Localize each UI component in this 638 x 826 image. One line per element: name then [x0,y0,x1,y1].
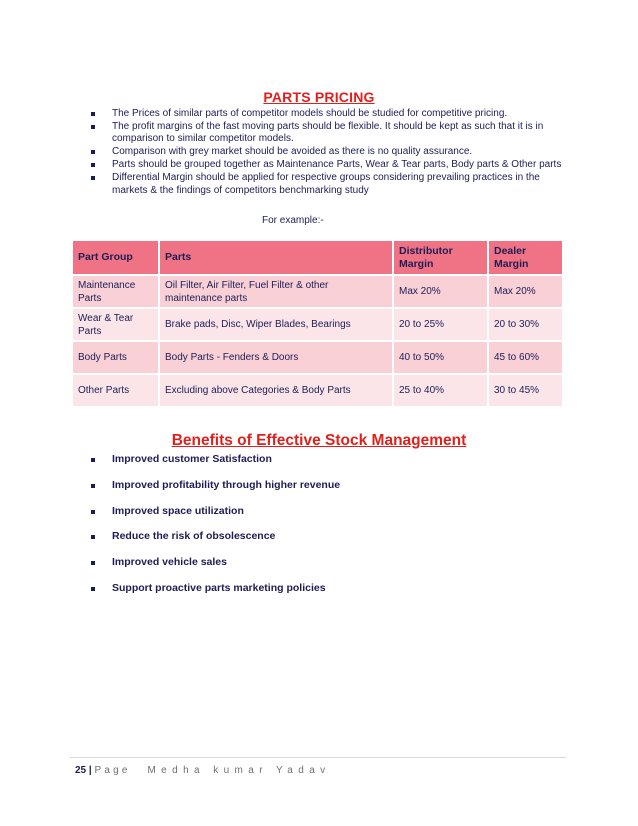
square-bullet-icon [91,535,95,539]
footer-divider [70,757,566,758]
table-cell: Max 20% [488,275,563,308]
square-bullet-icon [91,587,95,591]
table-row [73,308,563,341]
margin-table [73,241,564,408]
list-item: The profit margins of the fast moving parts should be flexible. It should be kept as such that it is in comparison to similar competitor models. [90,121,565,146]
page-number: 25 [75,765,87,776]
table-row [73,275,563,308]
table-cell: Wear & Tear Parts [73,308,159,341]
square-bullet-icon [91,484,95,488]
table-cell: Maintenance Parts [73,275,159,308]
list-item: Support proactive parts marketing policies [90,581,340,607]
square-bullet-icon [91,163,95,167]
table-header-cell: Parts [159,241,393,275]
list-item: The Prices of similar parts of competitor models should be studied for competitive pricing. [90,108,565,120]
list-item: Improved vehicle sales [90,555,340,581]
square-bullet-icon [91,561,95,565]
table-row [73,341,563,374]
table-cell: 40 to 50% [393,341,488,374]
square-bullet-icon [91,510,95,514]
table-header-cell: Dealer Margin [488,241,563,275]
list-item: Improved customer Satisfaction [90,452,340,478]
table-cell: 25 to 40% [393,374,488,407]
author-name: Medha kumar Yadav [147,765,331,776]
table-header-row [73,241,563,275]
table-cell: Body Parts - Fenders & Doors [159,341,393,374]
table-cell: Body Parts [73,341,159,374]
square-bullet-icon [91,125,95,129]
table-cell: Max 20% [393,275,488,308]
benefits-bullet-list [90,452,340,607]
section-title: Benefits of Effective Stock Management [171,432,467,449]
example-label: For example:- [262,215,324,226]
footer-separator: | [88,765,92,776]
page-title: PARTS PRICING [263,89,375,105]
list-item: Improved space utilization [90,504,340,530]
table-header-cell: Distributor Margin [393,241,488,275]
page-label: Page [94,765,131,776]
square-bullet-icon [91,176,95,180]
list-item: Reduce the risk of obsolescence [90,529,340,555]
list-item: Differential Margin should be applied for respective groups considering prevailing practices in the markets & the findings of competitors benchmarking study [90,172,565,197]
table-row [73,374,563,407]
table-cell: 45 to 60% [488,341,563,374]
list-item: Parts should be grouped together as Maintenance Parts, Wear & Tear parts, Body parts & Other parts [90,159,565,171]
square-bullet-icon [91,458,95,462]
table-cell: Oil Filter, Air Filter, Fuel Filter & other maintenance parts [159,275,393,308]
square-bullet-icon [91,112,95,116]
page-footer [75,765,331,776]
table-cell: 30 to 45% [488,374,563,407]
table-cell: 20 to 25% [393,308,488,341]
list-item: Improved profitability through higher revenue [90,478,340,504]
pricing-bullet-list [90,108,565,198]
table-cell: Brake pads, Disc, Wiper Blades, Bearings [159,308,393,341]
table-cell: Other Parts [73,374,159,407]
table-cell: 20 to 30% [488,308,563,341]
table-header-cell: Part Group [73,241,159,275]
table-cell: Excluding above Categories & Body Parts [159,374,393,407]
square-bullet-icon [91,150,95,154]
list-item: Comparison with grey market should be avoided as there is no quality assurance. [90,146,565,158]
